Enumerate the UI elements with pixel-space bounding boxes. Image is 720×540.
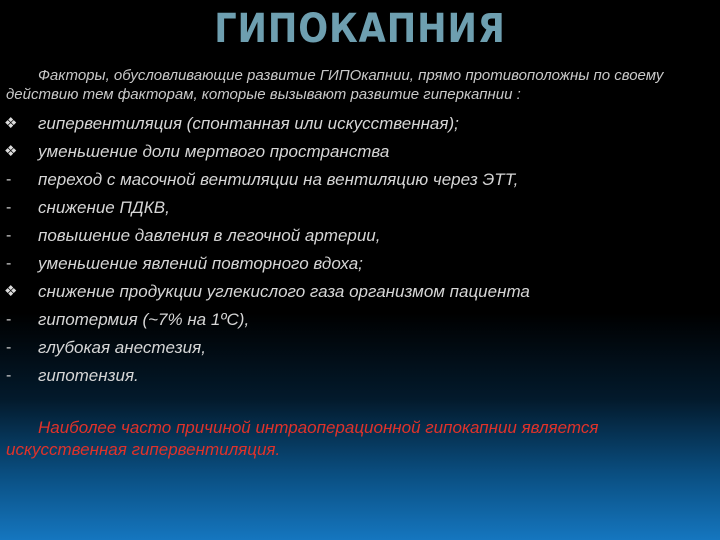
dash-bullet-icon: - bbox=[6, 227, 12, 244]
dash-bullet-icon: - bbox=[6, 255, 12, 272]
list-item-text: снижение ПДКВ, bbox=[38, 198, 170, 217]
list-item-text: переход с масочной вентиляции на вентиляцию через ЭТТ, bbox=[38, 170, 519, 189]
list-item bbox=[4, 334, 716, 362]
dash-bullet-icon: - bbox=[6, 171, 12, 188]
list-item-text: гипотензия. bbox=[38, 366, 139, 385]
diamond-bullet-icon: ❖ bbox=[4, 115, 18, 132]
list-item bbox=[4, 306, 716, 334]
dash-bullet-icon: - bbox=[6, 199, 12, 216]
list-item bbox=[4, 278, 716, 306]
list-item-text: гипервентиляция (спонтанная или искусственная); bbox=[38, 114, 459, 133]
list-item-text: снижение продукции углекислого газа организмом пациента bbox=[38, 282, 530, 301]
list-item bbox=[4, 138, 716, 166]
dash-bullet-icon: - bbox=[6, 367, 12, 384]
dash-bullet-icon: - bbox=[6, 339, 12, 356]
list-item-text: уменьшение доли мертвого пространства bbox=[38, 142, 390, 161]
list-item-text: гипотермия (~7% на 1ºС), bbox=[38, 310, 250, 329]
list-item-text: уменьшение явлений повторного вдоха; bbox=[38, 254, 363, 273]
list-item bbox=[4, 362, 716, 390]
slide-title: ГИПОКАПНИЯ bbox=[214, 6, 506, 52]
list-item bbox=[4, 194, 716, 222]
diamond-bullet-icon: ❖ bbox=[4, 143, 18, 160]
list-item bbox=[4, 250, 716, 278]
summary-paragraph: Наиболее часто причиной интраоперационной гипокапнии является искусственная гипервентиляция. bbox=[6, 418, 599, 459]
list-item bbox=[4, 222, 716, 250]
list-item-text: повышение давления в легочной артерии, bbox=[38, 226, 381, 245]
diamond-bullet-icon: ❖ bbox=[4, 283, 18, 300]
list-item bbox=[4, 166, 716, 194]
dash-bullet-icon: - bbox=[6, 311, 12, 328]
intro-paragraph: Факторы, обусловливающие развитие ГИПОкапнии, прямо противоположны по своему действию тем факторам, которые вызывают развитие гиперкапнии : bbox=[6, 67, 664, 103]
list-item bbox=[4, 110, 716, 138]
factor-list bbox=[4, 110, 716, 390]
list-item-text: глубокая анестезия, bbox=[38, 338, 206, 357]
